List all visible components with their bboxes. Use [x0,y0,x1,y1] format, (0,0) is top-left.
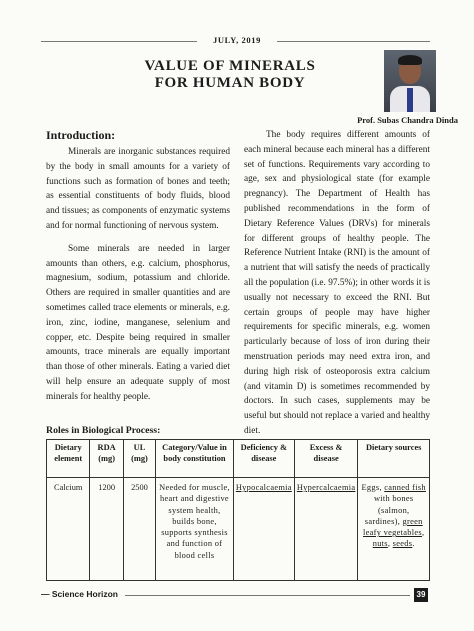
author-name: Prof. Subas Chandra Dinda [357,115,458,125]
source-link-nuts[interactable]: nuts [372,539,388,549]
deficiency-link[interactable]: Hypocalcaemia [233,478,294,581]
page-number: 39 [414,588,428,602]
source-link-seeds[interactable]: seeds [392,539,413,549]
paragraph: Some minerals are needed in larger amounts than others, e.g. calcium, phosphorus, magnesium, sodium, potassium and chloride. Others are required in smaller quantities and are sometimes called trace elements or minerals, e.g. iron, zinc, iodine, manganese, selenium and copper, etc. Despite being required in smaller amounts, trace minerals are equally important than those of other minerals. Eating a varied diet will help ensure an adequate supply of most minerals for healthy people. [46,243,230,402]
table-row [47,478,430,581]
issue-date: JULY, 2019 [213,35,261,45]
source-text: . [412,539,415,549]
article-title [100,58,360,92]
table-cell: 1200 [90,478,123,581]
table-cell: Needed for muscle, heart and digestive system health, builds bone, supports synthesis and function of blood cells [156,478,234,581]
author-photo [384,50,436,112]
footer-rule [125,595,410,596]
column-header: Category/Value in body constitution [156,440,234,478]
excess-link[interactable]: Hypercalcaemia [294,478,358,581]
right-column [244,128,430,447]
table-cell: 2500 [123,478,155,581]
title-line-1: VALUE OF MINERALS [144,58,316,74]
source-text: with bones (salmon, sardines), [364,494,414,526]
section-heading-roles: Roles in Biological Process: [46,425,161,436]
column-header: Excess & disease [294,440,358,478]
column-header: UL (mg) [123,440,155,478]
minerals-table [46,439,430,581]
header-rule-right [277,41,430,42]
table-header-row [47,440,430,478]
source-link-green-leafy-vegetables[interactable]: green leafy vegetables [363,516,423,538]
table-cell: Calcium [47,478,90,581]
table-cell-sources [358,478,430,581]
paragraph: Minerals are inorganic substances required by the body in small amounts for a variety of functions such as formation of bones and teeth; as essential constituents of body fluids, blood and tissues; as components of enzymatic systems and for normal functioning of nervous system. [46,147,230,231]
column-header: Dietary element [47,440,90,478]
publication-label: Science Horizon [51,589,119,599]
source-link-canned-fish[interactable]: canned fish [384,483,426,492]
section-heading-introduction: Introduction: [46,128,116,142]
column-header: Dietary sources [358,440,430,478]
publication-name: — Science Horizon [41,589,119,599]
source-text: Eggs, [361,483,385,492]
left-column [46,145,230,413]
column-header: Deficiency & disease [233,440,294,478]
source-text: , [387,539,393,549]
title-line-2: FOR HUMAN BODY [154,75,306,91]
source-text: , [422,528,425,538]
paragraph: The body requires different amounts of each mineral because each mineral has a different set of functions. Requirements vary according to age, sex and physiological state (for example pregnancy). The Department of Health has published recommendations in the form of Dietary Reference Values (DRVs) for minerals for different groups of healthy people. The Reference Nutrient Intake (RNI) is the amount of a nutrient that will satisfy the needs of practically all the population (i.e. 97.5%); in other words it is usually not necessary to exceed the RNI. But certain groups of people may have higher requirements for specific minerals, e.g. women particularly because of loss of iron during their menstruation periods may need extra iron, and during high risk of osteoporosis extra calcium (and vitamin D) is sometimes recommended by doctors. In such cases, supplements may be useful but should not replace a varied and healthy diet. [244,130,430,436]
column-header: RDA (mg) [90,440,123,478]
